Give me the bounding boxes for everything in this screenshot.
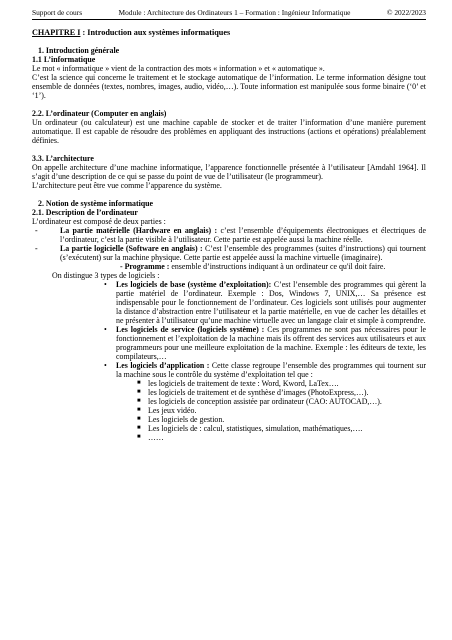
type-term: Les logiciels de base (système d’exploitation): (116, 280, 272, 289)
type-text: Ces programmes ne sont pas nécessaires pour le fonctionnement et l’exploitation de la machine mais ils offrent des services aux utilisateurs et aux programmeurs pour une meilleure exploitation de la machine. Exemple : les éditeurs de texte, les compilateurs,… (116, 325, 426, 361)
part-term: La partie matérielle (Hardware en anglais) : (60, 226, 218, 235)
chapter-label: CHAPITRE I (32, 28, 81, 37)
list-item (32, 406, 426, 415)
list-item (32, 379, 426, 388)
header-right: © 2022/2023 (386, 8, 426, 17)
list-item (32, 433, 426, 442)
header-center: Module : Architecture des Ordinateurs 1 – Formation : Ingénieur Informatique (118, 8, 351, 17)
square-bullet-icon: ■ (137, 425, 141, 431)
section-2-2-paragraph: Un ordinateur (ou calculateur) est une machine capable de stocker et de traiter l’information d’une manière purement automatique. Il est capable de résoudre des problèmes en appliquant des instructions (actions et opérations) préalablement définies. (32, 118, 426, 145)
section-1-1-paragraph-1: Le mot « informatique » vient de la contraction des mots « information » et « automatique ». (32, 64, 325, 73)
header-left: Support de cours (32, 8, 83, 17)
application-example: Les logiciels de : calcul, statistiques, simulation, mathématiques,…. (148, 424, 363, 433)
part-term: La partie logicielle (Software en anglais) : (60, 244, 203, 253)
bullet-marker: • (104, 325, 107, 334)
part-text: c’est l’ensemble d’équipements électroniques et électriques de l’ordinateur, c’est la partie visible à l’utilisateur. Cette partie est appelée aussi la machine réelle. (60, 226, 426, 244)
chapter-heading: : Introduction aux systèmes informatiques (80, 28, 231, 37)
section-2-heading: 2. Notion de système informatique (38, 199, 154, 208)
list-item (32, 325, 426, 361)
bullet-marker: • (104, 280, 107, 289)
square-bullet-icon: ■ (137, 407, 141, 413)
square-bullet-icon: ■ (137, 434, 141, 440)
type-text: Cette classe regroupe l’ensemble des programmes qui tournent sur la machine sous le contrôle du système d’exploitation tel que : (116, 361, 427, 379)
section-2-1-heading: 2.1. Description de l’ordinateur (32, 208, 138, 217)
dash-marker: - (35, 244, 38, 253)
application-example: les logiciels de conception assistée par ordinateur (CAO: AUTOCAD,…). (148, 397, 382, 406)
chapter-title (32, 28, 426, 37)
application-example: les logiciels de traitement de texte : Word, Kword, LaTex…. (148, 379, 339, 388)
list-item (32, 244, 426, 262)
list-item (32, 226, 426, 244)
square-bullet-icon: ■ (137, 389, 141, 395)
list-item (32, 280, 426, 325)
application-example: Les jeux vidéo. (148, 406, 197, 415)
programme-term: - Programme : (120, 262, 170, 271)
list-item (32, 388, 426, 397)
list-item (32, 361, 426, 379)
section-3-3-heading: 3.3. L’architecture (32, 154, 94, 163)
type-text: C’est l’ensemble des programmes qui gèrent la partie matériel de l’ordinateur. Exemple : Dos, Windows 7, UNIX,… Sa présence est indispensable pour le fonctionnement de l’ordinateur. Ces logiciels sont utilisés pour augmenter la distance d’abstraction entre l’utilisateur et la partie matérielle, en vue de cacher les détailles et ne présenter à l’utilisateur qu’une machine virtuelle avec un langage clair et simple à comprendre. (116, 280, 426, 325)
square-bullet-icon: ■ (137, 416, 141, 422)
list-item (32, 397, 426, 406)
square-bullet-icon: ■ (137, 398, 141, 404)
software-types-intro: On distingue 3 types de logiciels : (52, 271, 160, 280)
list-item (32, 424, 426, 433)
dash-marker: - (35, 226, 38, 235)
application-example: …… (148, 433, 164, 442)
section-1-1-paragraph-2: C’est la science qui concerne le traitement et le stockage automatique de l’information. Le terme information désigne tout ensemble de données (textes, nombres, images, audio, vidéo,…). Toute information est manipulée sous forme binaire (‘0’ et ‘1’). (32, 73, 426, 100)
programme-text: ensemble d’instructions indiquant à un ordinateur ce qu'il doit faire. (169, 262, 386, 271)
application-example: Les logiciels de gestion. (148, 415, 225, 424)
application-example: les logiciels de traitement et de synthèse d’images (PhotoExpress,…). (148, 388, 369, 397)
section-2-2-heading: 2.2. L’ordinateur (Computer en anglais) (32, 109, 167, 118)
section-2-1-intro: L’ordinateur est composé de deux parties : (32, 217, 166, 226)
programme-definition (32, 262, 426, 271)
section-1-heading: 1. Introduction générale (38, 46, 120, 55)
document-body (32, 28, 426, 442)
page-header (32, 8, 426, 20)
section-3-3-paragraph-2: L’architecture peut être vue comme l’apparence du système. (32, 181, 222, 190)
type-term: Les logiciels d’application : (116, 361, 210, 370)
type-term: Les logiciels de service (logiciels système) : (116, 325, 265, 334)
section-3-3-paragraph-1: On appelle architecture d’une machine informatique, l’apparence fonctionnelle présentée à l’utilisateur [Amdahl 1964]. Il s’agit d’une description de ce qui se passe du point de vue de l’utilisateur (le programmeur). (32, 163, 426, 181)
list-item (32, 415, 426, 424)
bullet-marker: • (104, 361, 107, 370)
section-1-1-heading: 1.1 L’informatique (32, 55, 96, 64)
part-text: C’est l’ensemble des programmes (suites d’instructions) qui tournent (s’exécutent) sur la machine physique. Cette partie est appelée aussi la machine virtuelle (imaginaire). (60, 244, 426, 262)
square-bullet-icon: ■ (137, 380, 141, 386)
